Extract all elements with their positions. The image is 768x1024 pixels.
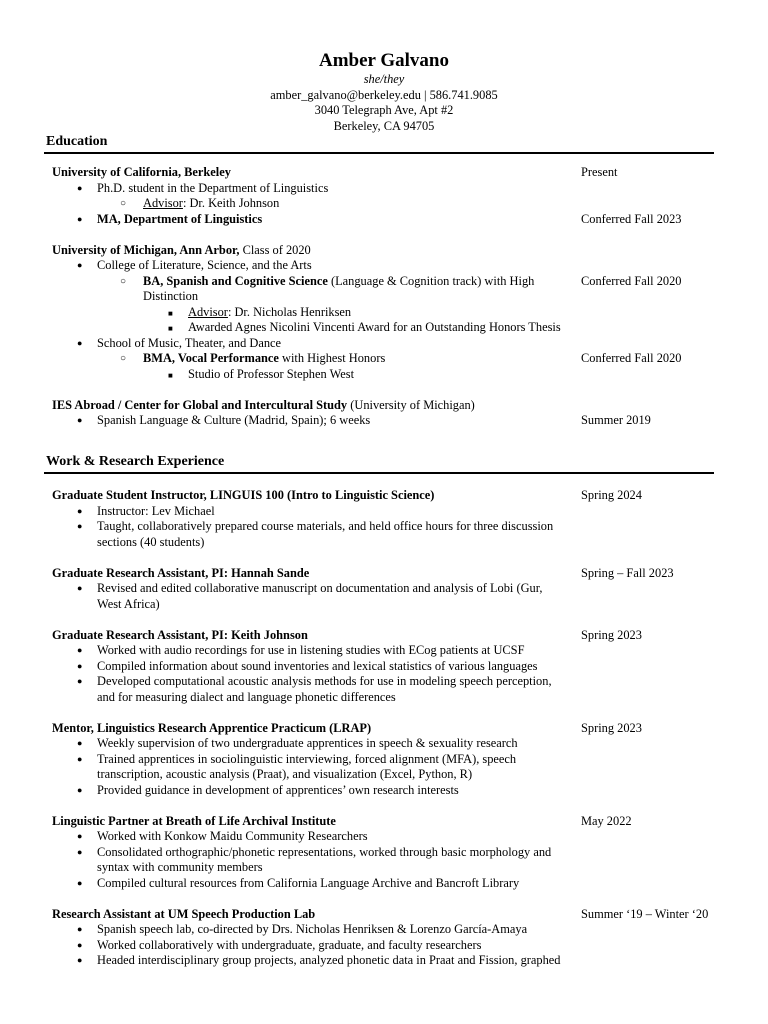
bullet-icon: ● <box>77 753 83 764</box>
list-item: ● Developed computational acoustic analysis methods for use in modeling speech perception, and for measuring dialect and language phonetic differences <box>77 674 552 704</box>
section-divider <box>44 472 714 474</box>
bullet-icon: ● <box>77 583 83 593</box>
bullet-icon: ● <box>77 955 83 965</box>
address-line-1: 3040 Telegraph Ave, Apt #2 <box>314 103 454 117</box>
circle-bullet-icon: ○ <box>120 198 127 209</box>
entry-date: Spring 2024 <box>581 488 642 502</box>
list-item: ● MA, Department of Linguistics <box>77 211 263 226</box>
circle-bullet-icon: ○ <box>120 353 127 364</box>
education-section <box>44 133 714 429</box>
bullet-icon: ● <box>77 213 83 224</box>
institution-name: University of Michigan, Ann Arbor, Class of 2020 <box>52 242 311 257</box>
list-item: ● Instructor: Lev Michael <box>77 503 215 518</box>
work-entry <box>44 721 714 799</box>
list-item: ● Worked collaboratively with undergraduate, graduate, and faculty researchers <box>77 937 482 952</box>
bullet-icon: ● <box>77 415 83 425</box>
bullet-icon: ● <box>77 939 83 950</box>
list-item: ● Spanish Language & Culture (Madrid, Spain); 6 weeks <box>77 413 371 427</box>
bullet-icon: ● <box>77 182 83 193</box>
bullet-icon: ● <box>77 846 83 857</box>
bullet-icon: ● <box>77 676 83 686</box>
list-item: ● College of Literature, Science, and the Arts <box>77 258 312 272</box>
list-item: ○ Advisor: Dr. Keith Johnson <box>120 196 280 210</box>
work-entry <box>44 488 714 550</box>
square-bullet-icon: ■ <box>168 308 173 318</box>
bullet-icon: ● <box>77 260 83 270</box>
bullet-icon: ● <box>77 660 83 671</box>
entry-date: May 2022 <box>581 813 632 828</box>
education-entry-ies <box>44 398 714 429</box>
work-entry <box>44 566 714 613</box>
education-entry-michigan <box>44 243 714 383</box>
pronouns: she/they <box>363 72 405 86</box>
resume-header <box>0 50 768 134</box>
list-item: ● Worked with audio recordings for use in listening studies with ECog patients at UCSF <box>77 643 525 657</box>
bullet-icon: ● <box>77 337 83 348</box>
education-entry-berkeley <box>44 165 714 227</box>
entry-date: Summer 2019 <box>581 413 651 427</box>
bullet-icon: ● <box>77 784 83 795</box>
list-item: ○ BMA, Vocal Performance with Highest Honors <box>120 351 386 365</box>
institution-name: IES Abroad / Center for Global and Intercultural Study (University of Michigan) <box>52 397 475 412</box>
list-item: ■ Studio of Professor Stephen West <box>44 367 578 383</box>
list-item: ■ Advisor: Dr. Nicholas Henriksen <box>44 305 578 321</box>
list-item: ● Compiled information about sound inventories and lexical statistics of various languages <box>77 658 538 673</box>
entry-date: Spring 2023 <box>581 627 642 642</box>
entry-date: Present <box>581 165 618 179</box>
entry-title: Linguistic Partner at Breath of Life Archival Institute <box>52 813 336 828</box>
person-name: Amber Galvano <box>318 50 449 71</box>
list-item: ● Trained apprentices in sociolinguistic interviewing, forced alignment (MFA), speech transcription, acoustic analysis (Praat), and visualization (Excel, Python, R) <box>77 751 517 781</box>
work-entry <box>44 628 714 706</box>
list-item: ● Provided guidance in development of apprentices’ own research interests <box>77 782 459 797</box>
bullet-icon: ● <box>77 924 83 934</box>
entry-date: Conferred Fall 2023 <box>581 211 682 226</box>
work-entry <box>44 907 714 969</box>
entry-title: Graduate Student Instructor, LINGUIS 100 (Intro to Linguistic Science) <box>52 488 435 502</box>
list-item: ● Compiled cultural resources from California Language Archive and Bancroft Library <box>77 875 520 890</box>
list-item: ○ BA, Spanish and Cognitive Science (Language & Cognition track) with High Distinction <box>120 273 535 303</box>
list-item: ● Taught, collaboratively prepared course materials, and held office hours for three discussion sections (40 students) <box>77 519 554 549</box>
circle-bullet-icon: ○ <box>120 275 127 287</box>
entry-date: Conferred Fall 2020 <box>581 351 682 365</box>
list-item: ● Headed interdisciplinary group projects, analyzed phonetic data in Praat and Fission, graphed <box>77 953 561 967</box>
list-item: ● School of Music, Theater, and Dance <box>77 335 282 350</box>
section-title-education: Education <box>46 134 108 149</box>
work-entry <box>44 814 714 892</box>
list-item: ● Consolidated orthographic/phonetic representations, worked through basic morphology and syntax with community members <box>77 844 552 874</box>
list-item: ● Spanish speech lab, co-directed by Drs. Nicholas Henriksen & Lorenzo García-Amaya <box>77 922 528 936</box>
bullet-icon: ● <box>77 877 83 888</box>
entry-date: Conferred Fall 2020 <box>581 273 682 288</box>
bullet-icon: ● <box>77 738 83 748</box>
section-title-work: Work & Research Experience <box>46 454 225 469</box>
contact-line: amber_galvano@berkeley.edu | 586.741.9085 <box>270 87 498 102</box>
entry-date: Spring 2023 <box>581 720 642 735</box>
institution-name: University of California, Berkeley <box>52 165 231 179</box>
entry-title: Mentor, Linguistics Research Apprentice Practicum (LRAP) <box>52 720 372 735</box>
entry-date: Spring – Fall 2023 <box>581 565 674 580</box>
address-line-2: Berkeley, CA 94705 <box>333 118 435 133</box>
list-item: ● Revised and edited collaborative manuscript on documentation and analysis of Lobi (Gur, West Africa) <box>77 581 543 611</box>
bullet-icon: ● <box>77 645 83 655</box>
square-bullet-icon: ■ <box>168 324 173 333</box>
list-item: ● Worked with Konkow Maidu Community Researchers <box>77 829 368 843</box>
list-item: ● Ph.D. student in the Department of Linguistics <box>77 180 329 195</box>
entry-title: Research Assistant at UM Speech Production Lab <box>52 906 316 921</box>
work-entries <box>44 488 714 969</box>
bullet-icon: ● <box>77 521 83 531</box>
bullet-icon: ● <box>77 505 83 516</box>
entry-title: Graduate Research Assistant, PI: Hannah Sande <box>52 565 310 580</box>
square-bullet-icon: ■ <box>168 370 173 380</box>
work-section <box>44 453 714 969</box>
entry-title: Graduate Research Assistant, PI: Keith Johnson <box>52 627 308 642</box>
section-divider <box>44 152 714 154</box>
list-item: ■ Awarded Agnes Nicolini Vincenti Award for an Outstanding Honors Thesis <box>44 320 628 336</box>
list-item: ● Weekly supervision of two undergraduate apprentices in speech & sexuality research <box>77 736 518 750</box>
entry-date: Summer ‘19 – Winter ‘20 <box>581 906 709 921</box>
bullet-icon: ● <box>77 831 83 841</box>
